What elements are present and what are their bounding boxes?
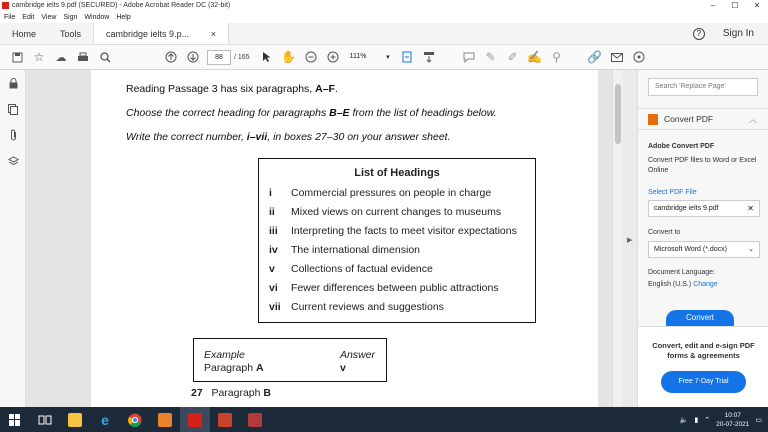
search-tools-input[interactable]: Search 'Replace Page' xyxy=(648,78,758,96)
instruction-line-3 xyxy=(126,131,451,143)
tab-bar xyxy=(0,23,768,45)
heading-number: i xyxy=(269,187,272,199)
task-view-icon[interactable] xyxy=(30,407,60,432)
promo-panel xyxy=(638,326,768,407)
instruction-line-1 xyxy=(126,83,338,95)
chevron-down-icon: ▾ xyxy=(386,54,390,61)
link-icon[interactable]: 🔗 xyxy=(587,50,603,64)
window-controls xyxy=(702,0,768,11)
help-icon[interactable]: ? xyxy=(693,28,705,40)
chrome-icon[interactable] xyxy=(120,407,150,432)
heading-text: Fewer differences between public attractions xyxy=(291,282,499,294)
change-language-link[interactable]: Change xyxy=(693,281,718,288)
convert-format-select[interactable] xyxy=(648,241,760,258)
selected-file-name: cambridge ielts 9.pdf xyxy=(654,205,719,212)
chevron-up-icon[interactable]: ︿ xyxy=(749,114,757,124)
menu-window[interactable]: Window xyxy=(84,13,110,21)
answer-value: v xyxy=(340,362,346,374)
title-bar xyxy=(0,0,768,11)
menu-sign[interactable]: Sign xyxy=(63,13,78,21)
example-right xyxy=(340,349,375,375)
selected-file-field[interactable] xyxy=(648,200,760,217)
heading-text: Collections of factual evidence xyxy=(291,263,433,275)
convert-pdf-title: Convert PDF xyxy=(664,114,714,124)
instruction-line-2 xyxy=(126,107,497,119)
list-item xyxy=(269,187,491,199)
search-icon[interactable] xyxy=(94,47,116,67)
promo-text: Convert, edit and e-sign PDF forms & agreements xyxy=(652,341,755,360)
heading-text: Mixed views on current changes to museums xyxy=(291,206,502,218)
mail-icon[interactable] xyxy=(606,47,628,67)
example-box xyxy=(193,338,387,382)
example-paragraph-text: Paragraph xyxy=(204,362,256,374)
upload-cloud-icon[interactable]: ☁ xyxy=(55,51,67,64)
page-number-input[interactable]: 88 xyxy=(207,50,231,65)
left-navigation-rail xyxy=(0,70,26,407)
document-language-value: English (U.S.) xyxy=(648,281,692,288)
page-total: / 165 xyxy=(234,53,250,61)
highlight-icon[interactable]: ✐ xyxy=(507,50,518,64)
heading-number: iii xyxy=(269,225,278,237)
stamp-icon[interactable]: ⚲ xyxy=(552,50,561,64)
bookmark-star-icon[interactable]: ☆ xyxy=(33,50,45,64)
close-button[interactable]: ✕ xyxy=(753,1,761,10)
list-item xyxy=(269,206,501,218)
heading-text: The international dimension xyxy=(291,244,420,256)
internet-explorer-icon[interactable]: e xyxy=(101,411,109,428)
instruction-2-bold: B–E xyxy=(329,107,350,119)
sign-in-button[interactable]: Sign In xyxy=(722,28,754,39)
heading-number: vii xyxy=(269,301,281,313)
attachment-icon[interactable] xyxy=(0,122,26,148)
media-player-icon[interactable] xyxy=(150,407,180,432)
layers-icon[interactable] xyxy=(0,148,26,174)
fit-page-icon[interactable] xyxy=(396,47,418,67)
clock-time: 10:07 xyxy=(724,411,741,419)
vertical-scrollbar[interactable] xyxy=(612,70,623,407)
system-tray xyxy=(680,411,768,429)
maximize-button[interactable]: ☐ xyxy=(731,1,739,10)
chevron-down-icon: ⌄ xyxy=(748,246,754,253)
instruction-1-end: . xyxy=(334,83,338,95)
question-text: Paragraph xyxy=(211,387,264,399)
tab-document-label: cambridge ielts 9.p... xyxy=(106,28,190,39)
page-down-icon[interactable] xyxy=(182,47,204,67)
comment-icon[interactable] xyxy=(458,47,480,67)
instruction-3-end: , in boxes 27–30 on your answer sheet. xyxy=(267,131,451,143)
pen-icon[interactable]: ✎ xyxy=(485,50,496,64)
question-number: 27 xyxy=(191,387,203,399)
convert-button[interactable]: Convert xyxy=(666,310,734,326)
list-item xyxy=(269,301,444,313)
tools-right-panel xyxy=(637,70,768,407)
network-icon[interactable]: ▮ xyxy=(694,416,699,424)
windows-taskbar xyxy=(0,407,768,432)
app-icon[interactable] xyxy=(240,407,270,432)
save-icon[interactable] xyxy=(6,47,28,67)
example-left xyxy=(204,349,264,375)
lock-icon[interactable] xyxy=(0,70,26,96)
menu-bar xyxy=(0,11,768,23)
clear-file-icon[interactable]: ✕ xyxy=(747,204,754,213)
example-paragraph-letter: A xyxy=(255,362,264,374)
list-item xyxy=(269,244,420,256)
print-icon[interactable] xyxy=(72,47,94,67)
zoom-value: 111% xyxy=(349,53,367,60)
windows-logo-icon xyxy=(9,414,21,426)
heading-text: Current reviews and suggestions xyxy=(291,301,444,313)
convert-to-label: Convert to xyxy=(648,229,681,236)
question-27 xyxy=(191,387,271,399)
list-item xyxy=(269,282,499,294)
convert-pdf-header[interactable] xyxy=(638,108,768,130)
free-trial-button[interactable]: Free 7-Day Trial xyxy=(661,371,746,393)
instruction-1-bold: A–F xyxy=(315,83,335,95)
window-title: cambridge ielts 9.pdf (SECURED) - Adobe Acrobat Reader DC (32-bit) xyxy=(12,2,231,9)
scrolling-mode-icon[interactable] xyxy=(418,47,440,67)
menu-help[interactable]: Help xyxy=(116,13,131,21)
pdf-page xyxy=(91,70,598,407)
start-button[interactable] xyxy=(0,407,30,432)
list-of-headings-box xyxy=(258,158,536,323)
powerpoint-icon[interactable] xyxy=(210,407,240,432)
menu-file[interactable]: File xyxy=(4,13,16,21)
tray-expand-icon[interactable]: ⌃ xyxy=(704,416,711,424)
select-cursor-icon[interactable] xyxy=(256,47,278,67)
example-paragraph xyxy=(204,362,264,375)
convert-format-value: Microsoft Word (*.docx) xyxy=(654,246,727,253)
document-language-label: Document Language: xyxy=(648,269,715,276)
adobe-convert-title: Adobe Convert PDF xyxy=(648,143,715,150)
example-label: Example xyxy=(204,349,245,361)
convert-pdf-icon xyxy=(648,114,658,125)
clock-date: 20-07-2021 xyxy=(716,420,750,428)
zoom-in-icon[interactable] xyxy=(322,47,344,67)
list-item xyxy=(269,225,517,237)
select-pdf-file-link[interactable]: Select PDF File xyxy=(648,189,697,196)
file-explorer-icon[interactable] xyxy=(60,407,90,432)
heading-number: iv xyxy=(269,244,278,256)
list-item xyxy=(269,263,433,275)
clock[interactable] xyxy=(716,411,749,429)
page-up-icon[interactable] xyxy=(160,47,182,67)
scrollbar-thumb[interactable] xyxy=(615,84,621,144)
page-thumbnails-icon[interactable] xyxy=(0,96,26,122)
menu-view[interactable]: View xyxy=(41,13,57,21)
instruction-1-text: Reading Passage 3 has six paragraphs, xyxy=(126,83,316,95)
collapse-right-panel-arrow[interactable]: ▶ xyxy=(627,237,633,244)
tab-close-icon[interactable]: × xyxy=(210,28,217,39)
sign-icon[interactable]: ✍ xyxy=(527,50,543,64)
answer-label: Answer xyxy=(340,349,376,361)
zoom-dropdown[interactable] xyxy=(350,53,390,61)
adobe-convert-desc: Convert PDF files to Word or Excel Online xyxy=(648,157,757,174)
zoom-out-icon[interactable] xyxy=(300,47,322,67)
instruction-2-end: from the list of headings below. xyxy=(349,107,497,119)
speaker-icon[interactable]: 🔈 xyxy=(679,416,689,424)
heading-number: v xyxy=(269,263,275,275)
heading-text: Interpreting the facts to meet visitor expectations xyxy=(291,225,517,237)
document-language-row xyxy=(648,280,763,290)
acrobat-app-icon xyxy=(2,2,9,9)
tab-tools[interactable]: Tools xyxy=(60,28,82,39)
headings-title: List of Headings xyxy=(354,167,440,179)
toolbar xyxy=(0,45,768,70)
instruction-2-text: Choose the correct heading for paragraphs xyxy=(126,107,330,119)
tab-home[interactable]: Home xyxy=(12,28,37,39)
share-icon[interactable] xyxy=(628,47,650,67)
instruction-3-bold: i–vii xyxy=(246,131,268,143)
hand-tool-icon[interactable]: ✋ xyxy=(281,50,297,64)
minimize-button[interactable]: – xyxy=(710,1,716,10)
instruction-3-text: Write the correct number, xyxy=(126,131,247,143)
notification-icon[interactable]: ▭ xyxy=(755,416,762,424)
acrobat-taskbar-icon[interactable] xyxy=(180,407,210,432)
document-viewer xyxy=(26,70,623,407)
heading-number: vi xyxy=(269,282,278,294)
heading-number: ii xyxy=(269,206,275,218)
menu-edit[interactable]: Edit xyxy=(22,13,35,21)
question-letter: B xyxy=(263,387,271,399)
tab-document[interactable] xyxy=(93,23,229,44)
heading-text: Commercial pressures on people in charge xyxy=(291,187,492,199)
